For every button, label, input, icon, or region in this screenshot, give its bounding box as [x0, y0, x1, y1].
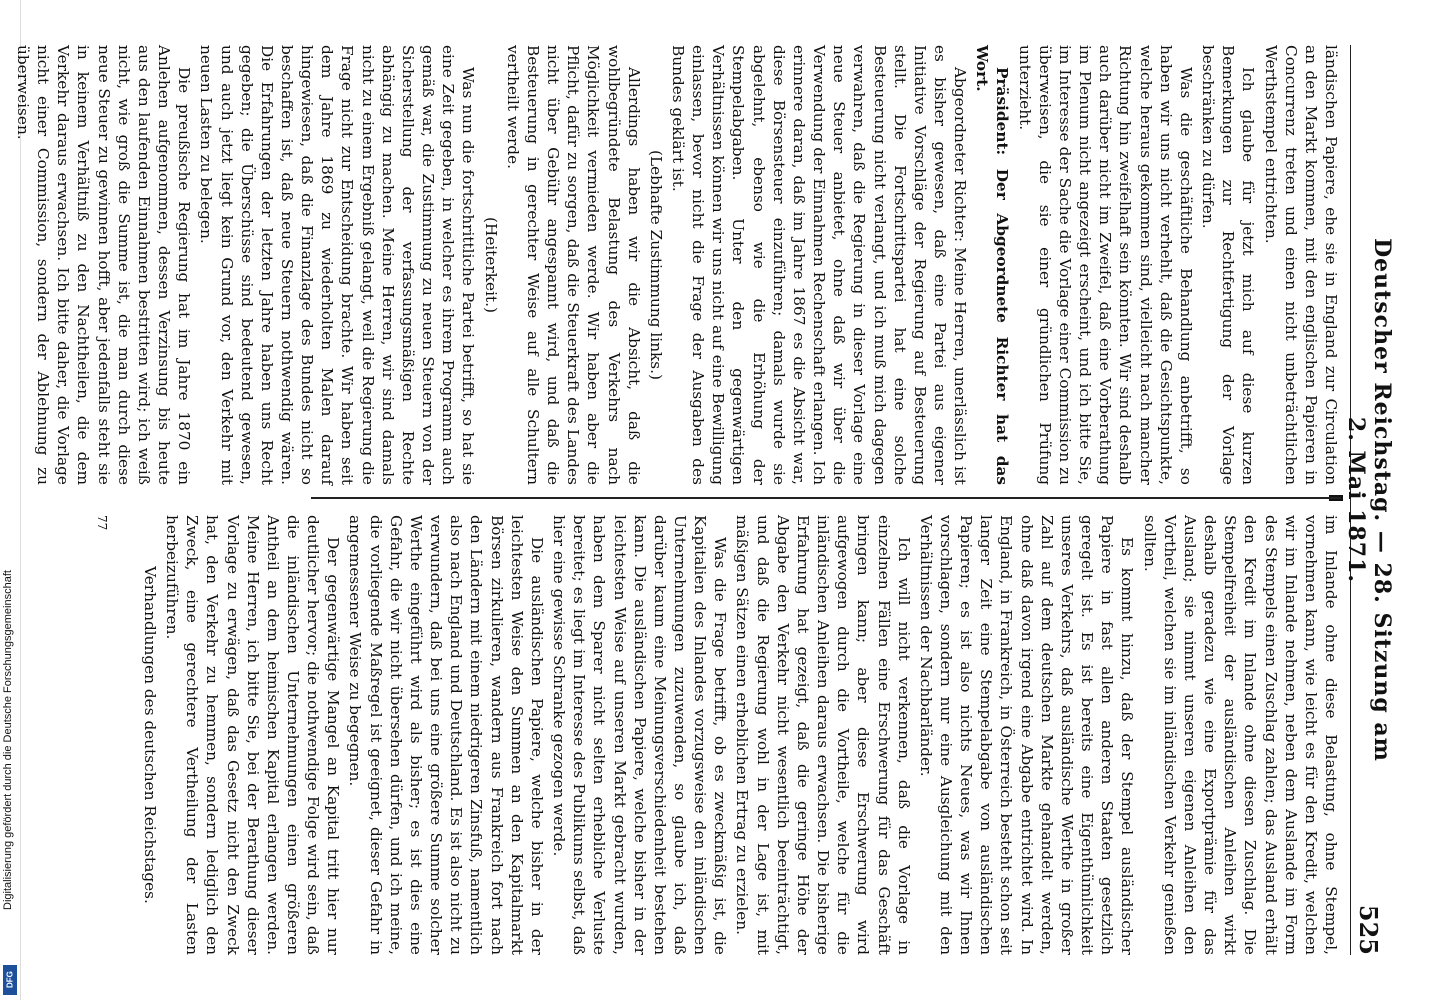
paragraph: Die ausländischen Papiere, welche bisher in der leichtesten Weise den Summen an den Kapitalmarkt Börsen zirkulieren, wandern aus Frankreich fort nach den Ländern mit einem niedrigeren Zinsfuß, namentlich also nach England und Deutschland. Es ist also nicht zu verwundern, daß bei uns eine größere Summe solcher Werthe eingeführt wird als bisher; es ist dies eine Gefahr, die wir nicht übersehen dürfen, und ich meine, die vorliegende Maßregel ist geeignet, dieser Gefahr in angemessener Weise zu begegnen.: [346, 515, 546, 955]
interjection: (Lebhafte Zustimmung links.): [646, 150, 665, 380]
paragraph: Die preußische Regierung hat im Jahre 1870 ein Anlehen aufgenommen, dessen Verzinsung bis heute aus den laufenden Einnahmen bestritten wird; ich weiß nicht, wie groß die Summe ist, die man durch diese neue Steuer zu gewinnen hofft, aber jedenfalls steht sie in keinem Verhältniß zu den Nachtheilen, die dem Verkehr daraus erwachsen. Ich bitte daher, die Vorlage nicht einer Commission, sondern der Ablehnung zu überweisen.: [14, 45, 194, 485]
left-column: [11, 45, 1341, 485]
footer-credit: Digitalisierung gefördert durch die Deutsche Forschungsgemeinschaft: [2, 570, 14, 910]
paragraph: Ich will nicht verkennen, daß die Vorlage in einzelnen Fällen eine Erschwerung für das Geschäft bringen kann; aber diese Erschwerung wird aufgewogen durch die Vortheile, welche für die inländischen Anleihen daraus erwachsen. Die bisherige Erfahrung hat gezeigt, daß die geringe Höhe der Abgabe den Verkehr nicht wesentlich beeinträchtigt, und daß die Regierung wohl in der Lage ist, mit mäßigen Sätzen einen erheblichen Ertrag zu erzielen.: [733, 515, 913, 955]
document-viewport: [14, 0, 1432, 1000]
column-divider: [311, 497, 1341, 499]
paragraph: im Inlande ohne diese Belastung, ohne Stempel, vornehmen kann, wie leicht es für den Kredit, welchen wir im Inlande nehmen, neben dem Auslande im Form des Stempels einen Zuschlag zahlen; das Ausland erhält den Kredit im Inlande ohne diesen Zuschlag. Die Stempelfreiheit der ausländischen Anleihen wirkt deshalb geradezu wie eine Exportprämie für das Ausland; sie nimmt unseren eigenen Anleihen den Vortheil, welchen sie im inländischen Verkehr genießen sollten.: [1140, 515, 1340, 955]
page-number: 525: [1354, 904, 1384, 955]
speaker-line: Präsident: Der Abgeordnete Richter hat das Wort.: [973, 45, 1012, 485]
interjection: (Heiterkeit.): [481, 217, 500, 313]
paragraph: Allerdings haben wir die Absicht, daß die wohlbegründete Belastung des Verkehrs nach Möglichkeit vermieden werde. Wir haben aber die Pflicht, dafür zu sorgen, daß die Steuerkraft des Landes nicht über Gebühr angespannt wird, und daß die Besteuerung in gerechter Weise auf alle Schultern vertheilt werde.: [503, 45, 643, 485]
paragraph: Es kommt hinzu, daß der Stempel ausländischer Papiere in fast allen anderen Staaten gesetzlich geregelt ist. Es ist bereits eine Eigenthümlichkeit unseres Verkehrs, daß ausländische Werthe in großer Zahl auf dem deutschen Markte gehandelt werden, ohne daß davon irgend eine Abgabe entrichtet wird. In England, in Frankreich, in Österreich besteht schon seit langer Zeit eine Stempelabgabe von ausländischen Papieren; es ist also nichts Neues, was wir Ihnen vorschlagen, sondern nur eine Ausgleichung mit den Verhältnissen der Nachbarländer.: [916, 515, 1137, 955]
paragraph: Was nun die fortschrittliche Partei betrifft, so hat sie eine Zeit gegeben, in welcher es ihrem Programm auch gemäß war, die Zustimmung zu neuen Steuern von der Sicherstellung der verfassungsmäßigen Rechte abhängig zu machen. Meine Herren, wir sind damals nicht zu einem Ergebniß gelangt, weil die Regierung die Frage nicht zur Entscheidung brachte. Wir haben seit dem Jahre 1869 zu wiederholten Malen darauf hingewiesen, daß die Finanzlage des Bundes nicht so beschaffen ist, daß neue Steuern nothwendig wären. Die Erfahrungen der letzten Jahre haben uns Recht gegeben; die Überschüsse sind bedeutend gewesen, und auch jetzt liegt kein Grund vor, den Verkehr mit neuen Lasten zu belegen.: [197, 45, 478, 485]
paragraph: ländischen Papiere, ehe sie in England zur Circulation an den Markt kommen, mit den englischen Papieren in Concurrenz treten und einen nicht unbeträchtlichen Werthstempel entrichten.: [1261, 45, 1340, 485]
page-header: [1343, 45, 1395, 955]
scanned-page: [14, 15, 1401, 985]
page-title: Deutscher Reichstag. — 28. Sitzung am 2. Mai 1871.: [1343, 238, 1395, 762]
dfg-logo-icon: DFG: [3, 965, 17, 995]
paragraph: Was die geschäftliche Behandlung anbetrifft, so haben wir uns nicht verhehlt, daß die Gesichtspunkte, welche heraus gekommen sind, vielleicht nach mancher Richtung hin zweifelhaft sein könnten. Wir sind deshalb auch darüber nicht im Zweifel, daß eine Vorberathung im Plenum nicht angezeigt erscheint, und ich bitte Sie, im Interesse der Sache die Vorlage einer Commission zu überweisen, die sie einer gründlichen Prüfung unterzieht.: [1015, 45, 1195, 485]
sheet-number: 77: [95, 515, 109, 531]
paragraph: Was die Frage betrifft, ob es zweckmäßig ist, die Kapitalien des Inlandes vorzugsweise den inländischen Unternehmungen zuzuwenden, so glaube ich, daß darüber kaum eine Meinungsverschiedenheit bestehen kann. Die ausländischen Papiere, welche bisher in der leichtesten Weise auf unseren Markt gebracht wurden, haben dem Sparer nicht selten erhebliche Verluste bereitet; es liegt im Interesse des Publikums selbst, daß hier eine gewisse Schranke gezogen werde.: [550, 515, 730, 955]
paragraph: Ich glaube für jetzt mich auf diese kurzen Bemerkungen zur Rechtfertigung der Vorlage beschränken zu dürfen.: [1199, 45, 1258, 485]
paragraph: Der gegenwärtige Mangel an Kapital tritt hier nur deutlicher hervor; die nothwendige Folge wird sein, daß die inländischen Unternehmungen einen größeren Antheil an dem heimischen Kapital erlangen werden. Meine Herren, ich bitte Sie, bei der Berathung dieser Vorlage zu erwägen, daß das Gesetz nicht den Zweck hat, den Verkehr zu hemmen, sondern lediglich den Zweck, eine gerechtere Vertheilung der Lasten herbeizuführen.: [163, 515, 343, 955]
signature-line: Verhandlungen des deutschen Reichstages.: [140, 566, 159, 904]
paragraph: Abgeordneter Richter: Meine Herren, unerlässlich ist es bisher gewesen, daß eine Partei aus eigener Initiative Vorschläge der Regierung auf Besteuerung stellt. Die Fortschrittspartei hat eine solche Besteuerung nicht verlangt, und ich muß mich dagegen verwahren, daß die Regierung in dieser Vorlage eine neue Steuer anbietet, ohne daß wir über die Verwendung der Einnahmen Rechenschaft erlangen. Ich erinnere daran, daß im Jahre 1867 es die Absicht war, diese Börsensteuer einzuführen; damals wurde sie abgelehnt, ebenso wie die Erhöhung der Stempelabgaben. Unter den gegenwärtigen Verhältnissen können wir uns nicht auf eine Bewilligung einlassen, bevor nicht die Frage der Ausgaben des Bundes geklärt ist.: [669, 45, 970, 485]
right-column: [138, 515, 1341, 955]
